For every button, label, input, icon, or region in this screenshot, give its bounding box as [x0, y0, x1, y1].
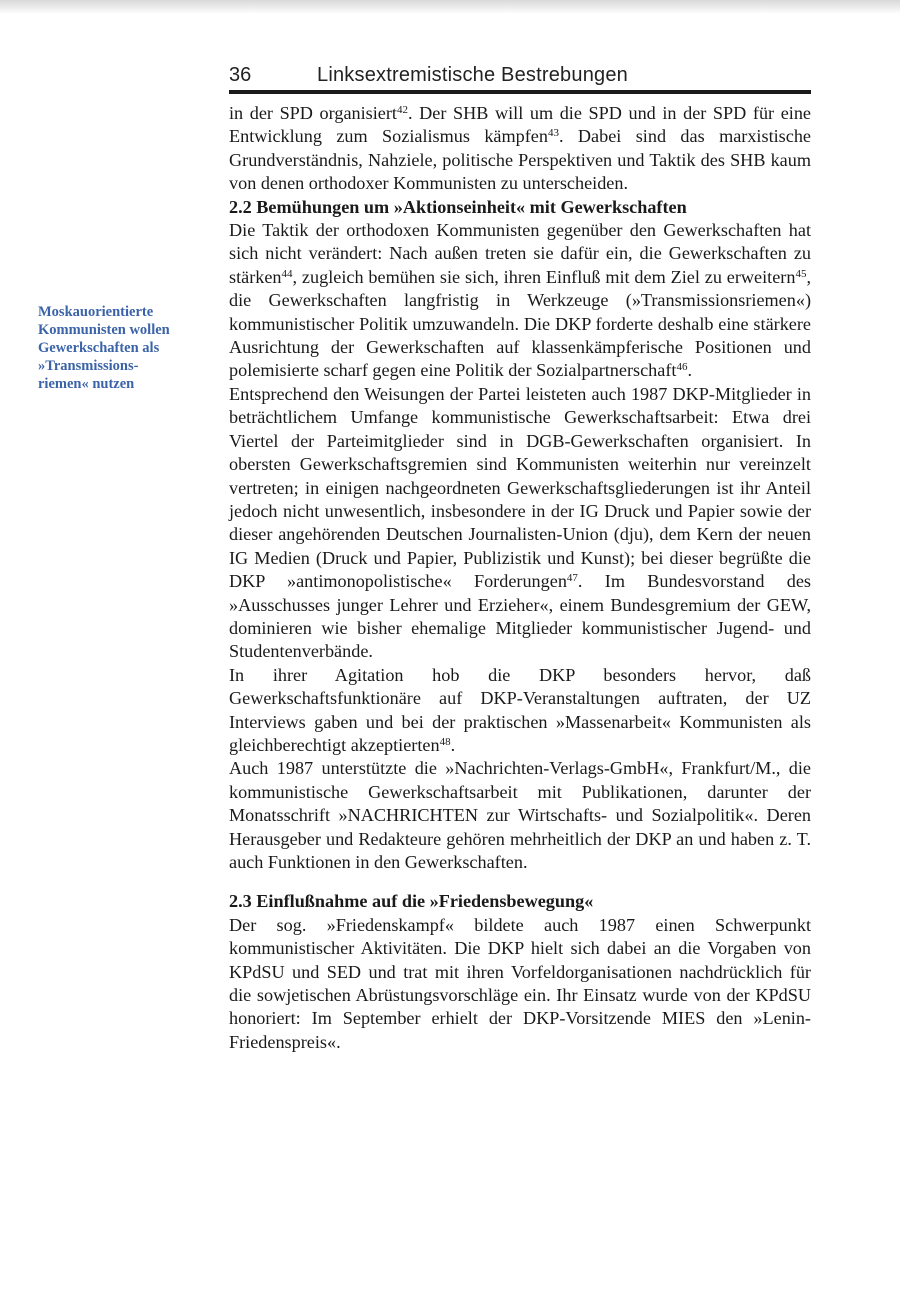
- footnote-ref: 45: [795, 267, 807, 280]
- footnote-ref: 47: [566, 572, 578, 585]
- paragraph: [229, 383, 811, 664]
- page-header: [229, 64, 811, 94]
- margin-note-line: riemen« nutzen: [38, 376, 135, 392]
- footnote-ref: 48: [439, 735, 451, 748]
- text-run: Entsprechend den Weisungen der Partei leisteten auch 1987 DKP-Mitglieder in beträchtlichem Umfange kommunistische Gewerkschaftsarbeit: Etwa drei Viertel der Parteimitglieder sind in DGB-Gewerkschaften organisiert. In obersten Gewerkschaftsgremien sind Kommunisten weiterhin nur vereinzelt vertreten; in einigen nachgeordneten Gewerkschaftsgliederungen ist ihr Anteil jedoch nicht unwesentlich, insbesondere in der IG Druck und Papier sowie der dieser angehörenden Deutschen Journalisten-Union (dju), dem Kern der neuen IG Medien (Druck und Papier, Publizistik und Kunst); bei dieser begrüßte die DKP »antimonopolistische« Forderungen: [229, 383, 811, 592]
- text-run: . Der SHB will um die SPD und in der SPD für eine Entwicklung zum Sozialismus kämpfen: [229, 103, 811, 147]
- text-run: . Im Bundesvorstand des »Ausschusses junger Lehrer und Erzieher«, einem Bundesgremium der GEW, dominieren wie bisher ehemalige Mitglieder kommunistischer Jugend- und Studentenverbände.: [229, 571, 811, 662]
- margin-note-line: »Transmissions-: [38, 358, 139, 374]
- text-run: , die Gewerkschaften langfristig in Werkzeuge (»Transmissionsriemen«) kommunistischer Politik umzuwandeln. Die DKP forderte deshalb eine stärkere Ausrichtung der Gewerkschaften auf klassenkämpferische Positionen und polemisierte scharf gegen eine Politik der Sozialpartnerschaft: [229, 266, 811, 381]
- section-heading-2-3: 2.3 Einflußnahme auf die »Friedensbewegung«: [229, 891, 594, 912]
- text-run: in der SPD organisiert: [229, 103, 397, 123]
- margin-note-line: Moskauorientierte: [38, 304, 154, 320]
- page: [229, 64, 811, 1054]
- text-run: Die Taktik der orthodoxen Kommunisten gegenüber den Gewerkschaften hat sich nicht verändert: Nach außen treten sie dafür ein, die Gewerkschaften zu stärken: [229, 220, 811, 287]
- scan-edge: [0, 0, 900, 14]
- margin-note: [38, 303, 208, 393]
- text-run: . Dabei sind das marxistische Grundverständnis, Nahziele, politische Perspektiven und Taktik des SHB kaum von denen orthodoxer Kommunisten zu unterscheiden.: [229, 126, 811, 194]
- paragraph: [229, 664, 811, 758]
- margin-note-line: Gewerkschaften als: [38, 340, 160, 356]
- margin-note-line: Kommunisten wollen: [38, 322, 170, 338]
- footnote-ref: 42: [396, 103, 408, 116]
- page-number: 36: [229, 64, 252, 86]
- running-title: Linksextremistische Bestrebungen: [317, 64, 628, 86]
- footnote-ref: 46: [676, 361, 688, 374]
- footnote-ref: 43: [547, 127, 559, 140]
- footnote-ref: 44: [281, 267, 293, 280]
- text-run: .: [450, 734, 456, 755]
- text-run: In ihrer Agitation hob die DKP besonders hervor, daß Gewerkschaftsfunktionäre auf DKP-Veranstaltungen auftraten, der UZ Interviews gaben und bei der praktischen »Massenarbeit« Kommunisten als gleichberechtigt akzeptierten: [229, 664, 811, 755]
- body-text: [229, 102, 811, 1054]
- paragraph: Der sog. »Friedenskampf« bildete auch 1987 einen Schwerpunkt kommunistischer Aktivitäten. Die DKP hielt sich dabei an die Vorgaben von KPdSU und SED und trat mit ihren Vorfeldorganisationen nachdrücklich für die sowjetischen Abrüstungsvorschläge ein. Ihr Einsatz wurde von der KPdSU honoriert: Im September erhielt der DKP-Vorsitzende MIES den »Lenin-Friedenspreis«.: [229, 914, 811, 1052]
- text-run: , zugleich bemühen sie sich, ihren Einfluß mit dem Ziel zu erweitern: [292, 266, 796, 287]
- text-run: .: [687, 360, 692, 381]
- section-heading-2-2: 2.2 Bemühungen um »Aktionseinheit« mit Gewerkschaften: [229, 196, 687, 217]
- paragraph: [229, 219, 811, 383]
- paragraph: [229, 102, 811, 196]
- paragraph: Auch 1987 unterstützte die »Nachrichten-Verlags-GmbH«, Frankfurt/M., die kommunistische Gewerkschaftsarbeit mit Publikationen, darunter der Monatsschrift »NACHRICHTEN zur Wirtschafts- und Sozialpolitik«. Deren Herausgeber und Redakteure gehören mehrheitlich der DKP an und haben z. T. auch Funktionen in den Gewerkschaften.: [229, 758, 811, 872]
